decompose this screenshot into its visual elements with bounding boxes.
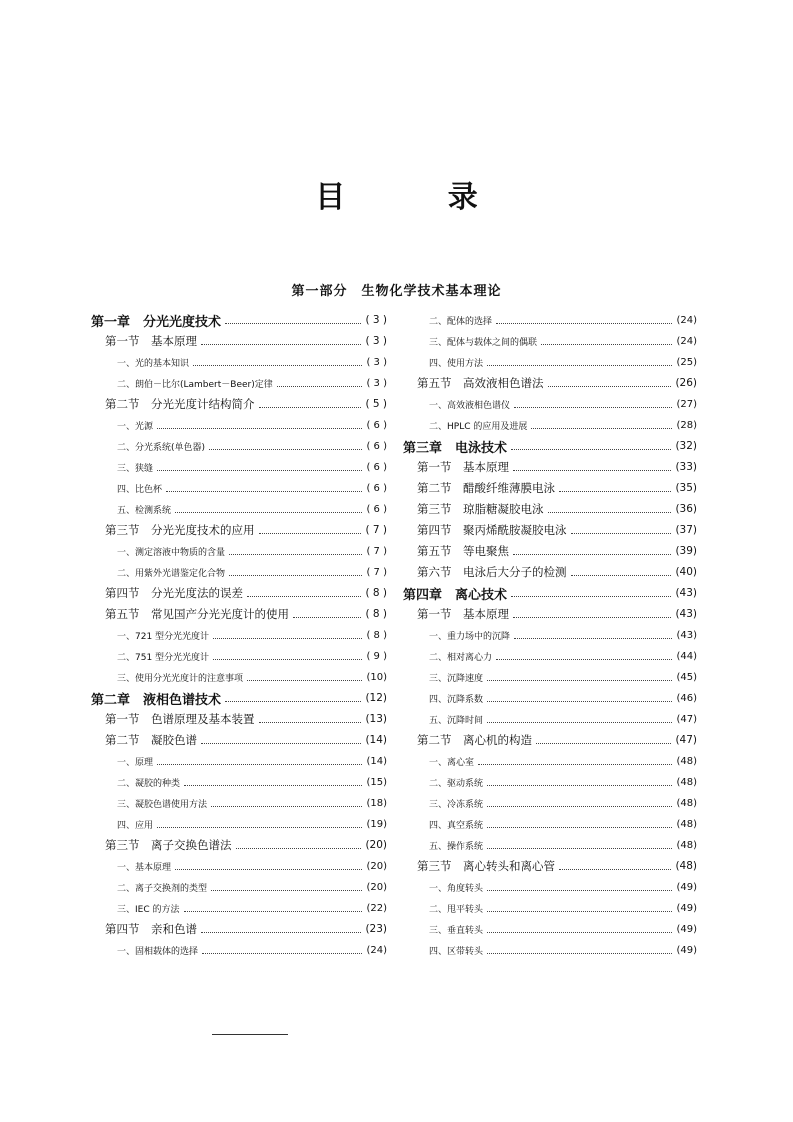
toc-leader-dots: [213, 659, 362, 660]
toc-entry-section: [91, 584, 387, 602]
toc-leader-dots: [513, 617, 671, 618]
toc-entry-item: [403, 416, 697, 434]
toc-entry-label: 一、光的基本知识: [117, 358, 190, 369]
toc-entry-page: (28): [676, 419, 697, 431]
toc-entry-page: ( 7 ): [366, 566, 387, 578]
toc-entry-item: [91, 815, 387, 833]
toc-leader-dots: [236, 848, 362, 849]
toc-entry-page: ( 5 ): [365, 398, 387, 410]
toc-entry-label: 三、使用分光光度计的注意事项: [117, 673, 244, 684]
toc-entry-item: [91, 437, 387, 455]
toc-entry-section: [403, 458, 697, 476]
toc-entry-label: 二、离子交换剂的类型: [117, 883, 208, 894]
toc-entry-section: [403, 500, 697, 518]
toc-entry-page: (48): [676, 839, 697, 851]
toc-entry-page: ( 6 ): [366, 461, 387, 473]
toc-entry-item: [91, 479, 387, 497]
toc-leader-dots: [184, 785, 362, 786]
toc-entry-page: (49): [676, 881, 697, 893]
toc-entry-section: [403, 479, 697, 497]
toc-entry-label: 二、分光系统(单色器): [117, 442, 206, 453]
toc-entry-label: 五、操作系统: [429, 841, 484, 852]
toc-entry-page: ( 6 ): [366, 503, 387, 515]
toc-entry-label: 一、测定溶液中物质的含量: [117, 547, 226, 558]
toc-leader-dots: [487, 806, 672, 807]
toc-entry-label: 第三节 琼脂糖凝胶电泳: [417, 502, 544, 516]
toc-entry-label: 一、固相载体的选择: [117, 946, 199, 957]
toc-entry-label: 一、基本原理: [117, 862, 172, 873]
toc-entry-page: ( 7 ): [365, 524, 387, 536]
toc-leader-dots: [157, 470, 362, 471]
toc-entry-item: [403, 899, 697, 917]
toc-entry-item: [91, 416, 387, 434]
toc-entry-section: [91, 332, 387, 350]
toc-entry-item: [91, 626, 387, 644]
toc-entry-page: (13): [365, 713, 387, 725]
toc-entry-label: 三、冷冻系统: [429, 799, 484, 810]
toc-entry-item: [91, 353, 387, 371]
toc-entry-label: 第一节 色谱原理及基本装置: [105, 712, 255, 726]
toc-entry-section: [91, 710, 387, 728]
toc-leader-dots: [209, 449, 362, 450]
page-title: 目 录: [315, 180, 524, 215]
toc-entry-item: [91, 374, 387, 392]
toc-entry-page: (24): [366, 944, 387, 956]
toc-entry-page: ( 6 ): [366, 419, 387, 431]
toc-entry-page: (49): [676, 944, 697, 956]
toc-entry-label: 二、配体的选择: [429, 316, 493, 327]
toc-entry-page: (32): [675, 440, 697, 452]
toc-leader-dots: [259, 407, 362, 408]
toc-entry-item: [403, 689, 697, 707]
toc-leader-dots: [157, 827, 362, 828]
toc-entry-item: [403, 332, 697, 350]
toc-entry-section: [403, 731, 697, 749]
toc-entry-page: ( 8 ): [365, 587, 387, 599]
toc-leader-dots: [211, 890, 362, 891]
toc-leader-dots: [478, 764, 672, 765]
toc-entry-item: [91, 794, 387, 812]
toc-entry-label: 一、高效液相色谱仪: [429, 400, 511, 411]
toc-entry-item: [403, 752, 697, 770]
toc-leader-dots: [511, 596, 671, 597]
toc-entry-item: [403, 647, 697, 665]
toc-entry-page: (24): [676, 314, 697, 326]
toc-leader-dots: [201, 932, 361, 933]
toc-entry-section: [91, 731, 387, 749]
toc-entry-label: 一、原理: [117, 757, 154, 768]
toc-entry-page: ( 6 ): [366, 482, 387, 494]
toc-entry-page: (48): [676, 776, 697, 788]
toc-entry-page: (20): [366, 860, 387, 872]
toc-entry-item: [403, 353, 697, 371]
toc-entry-label: 二、甩平转头: [429, 904, 484, 915]
toc-leader-dots: [571, 575, 672, 576]
toc-leader-dots: [531, 428, 672, 429]
toc-entry-item: [91, 941, 387, 959]
toc-entry-label: 第五节 等电聚焦: [417, 544, 509, 558]
toc-entry-label: 三、凝胶色谱使用方法: [117, 799, 208, 810]
toc-entry-item: [91, 542, 387, 560]
toc-entry-section: [403, 542, 697, 560]
toc-entry-item: [91, 668, 387, 686]
toc-leader-dots: [184, 911, 363, 912]
toc-entry-page: ( 8 ): [365, 608, 387, 620]
toc-entry-label: 三、狭缝: [117, 463, 154, 474]
toc-entry-page: (14): [366, 755, 387, 767]
toc-entry-page: (46): [676, 692, 697, 704]
toc-entry-label: 第四节 聚丙烯酰胺凝胶电泳: [417, 523, 567, 537]
toc-entry-chapter: [403, 584, 697, 602]
toc-leader-dots: [487, 827, 672, 828]
toc-entry-page: (39): [675, 545, 697, 557]
toc-entry-page: (48): [676, 797, 697, 809]
toc-entry-page: (43): [675, 587, 697, 599]
toc-entry-chapter: [403, 437, 697, 455]
toc-entry-item: [91, 458, 387, 476]
footer-rule: [212, 1034, 288, 1035]
toc-entry-page: (37): [675, 524, 697, 536]
toc-entry-page: ( 6 ): [366, 440, 387, 452]
toc-entry-section: [403, 563, 697, 581]
toc-entry-chapter: [91, 311, 387, 329]
toc-leader-dots: [511, 449, 671, 450]
toc-entry-section: [403, 605, 697, 623]
toc-leader-dots: [496, 659, 672, 660]
toc-entry-label: 第一章 分光光度技术: [91, 314, 222, 330]
toc-entry-page: (47): [675, 734, 697, 746]
toc-leader-dots: [225, 323, 361, 324]
toc-entry-label: 二、驱动系统: [429, 778, 484, 789]
toc-entry-item: [403, 941, 697, 959]
toc-entry-label: 三、IEC 的方法: [117, 904, 180, 915]
toc-entry-page: (10): [366, 671, 387, 683]
toc-entry-label: 三、垂直转头: [429, 925, 484, 936]
toc-leader-dots: [487, 785, 672, 786]
toc-entry-page: (49): [676, 902, 697, 914]
toc-entry-item: [403, 626, 697, 644]
toc-entry-label: 一、离心室: [429, 757, 475, 768]
toc-entry-item: [91, 563, 387, 581]
toc-leader-dots: [487, 722, 672, 723]
toc-leader-dots: [496, 323, 672, 324]
toc-leader-dots: [211, 806, 362, 807]
toc-entry-page: (14): [365, 734, 387, 746]
toc-entry-label: 四、真空系统: [429, 820, 484, 831]
toc-entry-page: (43): [675, 608, 697, 620]
toc-entry-item: [91, 878, 387, 896]
toc-entry-item: [403, 773, 697, 791]
toc-entry-page: (33): [675, 461, 697, 473]
toc-entry-page: (48): [676, 818, 697, 830]
toc-entry-page: ( 3 ): [365, 314, 387, 326]
part-heading: 第一部分 生物化学技术基本理论: [291, 284, 502, 299]
toc-entry-page: (12): [365, 692, 387, 704]
toc-leader-dots: [487, 848, 672, 849]
toc-entry-page: (20): [366, 881, 387, 893]
toc-leader-dots: [548, 386, 672, 387]
toc-entry-item: [403, 311, 697, 329]
toc-entry-page: (23): [365, 923, 387, 935]
toc-entry-label: 二、HPLC 的应用及进展: [429, 421, 528, 432]
toc-leader-dots: [487, 932, 672, 933]
toc-entry-label: 二、用紫外光谱鉴定化合物: [117, 568, 226, 579]
toc-leader-dots: [487, 701, 672, 702]
toc-entry-page: (20): [365, 839, 387, 851]
toc-entry-label: 二、相对离心力: [429, 652, 493, 663]
toc-entry-page: (18): [366, 797, 387, 809]
toc-leader-dots: [247, 596, 361, 597]
toc-entry-item: [91, 899, 387, 917]
toc-entry-label: 第四节 亲和色谱: [105, 922, 197, 936]
toc-entry-page: ( 9 ): [366, 650, 387, 662]
toc-leader-dots: [259, 722, 362, 723]
toc-leader-dots: [487, 953, 672, 954]
toc-leader-dots: [541, 344, 672, 345]
toc-leader-dots: [487, 890, 672, 891]
toc-entry-page: (49): [676, 923, 697, 935]
toc-leader-dots: [559, 869, 671, 870]
toc-entry-section: [91, 521, 387, 539]
toc-leader-dots: [202, 953, 362, 954]
toc-leader-dots: [559, 491, 671, 492]
toc-entry-label: 第二章 液相色谱技术: [91, 692, 222, 708]
toc-entry-page: ( 3 ): [365, 335, 387, 347]
toc-leader-dots: [213, 638, 362, 639]
toc-entry-item: [91, 647, 387, 665]
toc-entry-label: 第六节 电泳后大分子的检测: [417, 565, 567, 579]
toc-leader-dots: [536, 743, 671, 744]
toc-leader-dots: [201, 743, 361, 744]
toc-entry-item: [91, 500, 387, 518]
toc-entry-label: 第一节 基本原理: [417, 460, 509, 474]
toc-leader-dots: [157, 428, 362, 429]
toc-leader-dots: [514, 407, 672, 408]
toc-leader-dots: [166, 491, 362, 492]
toc-leader-dots: [277, 386, 363, 387]
toc-leader-dots: [259, 533, 362, 534]
toc-entry-section: [403, 374, 697, 392]
toc-entry-label: 第一节 基本原理: [417, 607, 509, 621]
toc-leader-dots: [229, 554, 362, 555]
toc-entry-item: [91, 752, 387, 770]
toc-entry-section: [403, 521, 697, 539]
toc-entry-label: 五、检测系统: [117, 505, 172, 516]
toc-entry-label: 第二节 醋酸纤维薄膜电泳: [417, 481, 555, 495]
toc-leader-dots: [175, 869, 362, 870]
toc-entry-label: 三、配体与载体之间的偶联: [429, 337, 538, 348]
toc-entry-label: 四、区带转头: [429, 946, 484, 957]
toc-entry-label: 一、721 型分光光度计: [117, 631, 210, 642]
toc-entry-label: 四、使用方法: [429, 358, 484, 369]
toc-leader-dots: [548, 512, 672, 513]
toc-entry-item: [403, 794, 697, 812]
toc-entry-label: 一、角度转头: [429, 883, 484, 894]
toc-entry-page: (19): [366, 818, 387, 830]
toc-entry-label: 三、沉降速度: [429, 673, 484, 684]
toc-entry-item: [403, 920, 697, 938]
toc-leader-dots: [293, 617, 361, 618]
toc-entry-item: [403, 836, 697, 854]
toc-entry-label: 一、光源: [117, 421, 154, 432]
toc-entry-label: 第三节 离子交换色谱法: [105, 838, 232, 852]
toc-entry-page: (43): [676, 629, 697, 641]
toc-leader-dots: [513, 554, 671, 555]
toc-entry-label: 二、朗伯－比尔(Lambert－Beer)定律: [117, 379, 273, 390]
toc-leader-dots: [487, 680, 672, 681]
toc-entry-label: 四、比色杯: [117, 484, 163, 495]
toc-leader-dots: [571, 533, 672, 534]
toc-entry-label: 第二节 离心机的构造: [417, 733, 532, 747]
toc-entry-label: 第三节 分光光度技术的应用: [105, 523, 255, 537]
toc-entry-label: 第三章 电泳技术: [403, 440, 508, 456]
toc-leader-dots: [513, 470, 671, 471]
toc-entry-section: [91, 605, 387, 623]
toc-entry-page: (36): [675, 503, 697, 515]
toc-entry-page: ( 3 ): [366, 356, 387, 368]
toc-entry-label: 第一节 基本原理: [105, 334, 197, 348]
toc-entry-section: [403, 857, 697, 875]
toc-entry-page: (48): [675, 860, 697, 872]
toc-entry-page: (35): [675, 482, 697, 494]
toc-leader-dots: [193, 365, 362, 366]
toc-leader-dots: [229, 575, 362, 576]
toc-entry-section: [91, 920, 387, 938]
toc-entry-page: ( 3 ): [366, 377, 387, 389]
toc-entry-page: ( 8 ): [366, 629, 387, 641]
toc-entry-label: 第四章 离心技术: [403, 587, 508, 603]
toc-entry-item: [403, 668, 697, 686]
toc-entry-page: (48): [676, 755, 697, 767]
toc-leader-dots: [157, 764, 362, 765]
toc-entry-page: (44): [676, 650, 697, 662]
toc-entry-page: ( 7 ): [366, 545, 387, 557]
toc-entry-page: (26): [675, 377, 697, 389]
toc-entry-label: 一、重力场中的沉降: [429, 631, 511, 642]
toc-entry-label: 四、应用: [117, 820, 154, 831]
toc-entry-item: [91, 773, 387, 791]
toc-entry-item: [403, 395, 697, 413]
toc-entry-label: 二、751 型分光光度计: [117, 652, 210, 663]
toc-entry-page: (40): [675, 566, 697, 578]
toc-leader-dots: [487, 365, 672, 366]
toc-entry-item: [403, 878, 697, 896]
toc-leader-dots: [201, 344, 361, 345]
toc-entry-section: [91, 836, 387, 854]
toc-entry-item: [403, 815, 697, 833]
toc-entry-label: 第二节 凝胶色谱: [105, 733, 197, 747]
toc-entry-item: [403, 710, 697, 728]
toc-entry-label: 第二节 分光光度计结构简介: [105, 397, 255, 411]
toc-leader-dots: [247, 680, 362, 681]
toc-entry-page: (22): [366, 902, 387, 914]
toc-entry-page: (25): [676, 356, 697, 368]
toc-entry-page: (45): [676, 671, 697, 683]
toc-leader-dots: [225, 701, 361, 702]
toc-leader-dots: [175, 512, 362, 513]
toc-entry-item: [91, 857, 387, 875]
toc-entry-page: (47): [676, 713, 697, 725]
toc-entry-label: 第五节 常见国产分光光度计的使用: [105, 607, 289, 621]
toc-entry-label: 五、沉降时间: [429, 715, 484, 726]
toc-entry-page: (24): [676, 335, 697, 347]
toc-entry-label: 第四节 分光光度法的误差: [105, 586, 243, 600]
toc-entry-label: 第三节 离心转头和离心管: [417, 859, 555, 873]
toc-entry-section: [91, 395, 387, 413]
toc-entry-label: 四、沉降系数: [429, 694, 484, 705]
toc-entry-page: (15): [366, 776, 387, 788]
toc-entry-label: 第五节 高效液相色谱法: [417, 376, 544, 390]
toc-leader-dots: [514, 638, 672, 639]
toc-entry-chapter: [91, 689, 387, 707]
toc-entry-page: (27): [676, 398, 697, 410]
toc-leader-dots: [487, 911, 672, 912]
toc-entry-label: 二、凝胶的种类: [117, 778, 181, 789]
